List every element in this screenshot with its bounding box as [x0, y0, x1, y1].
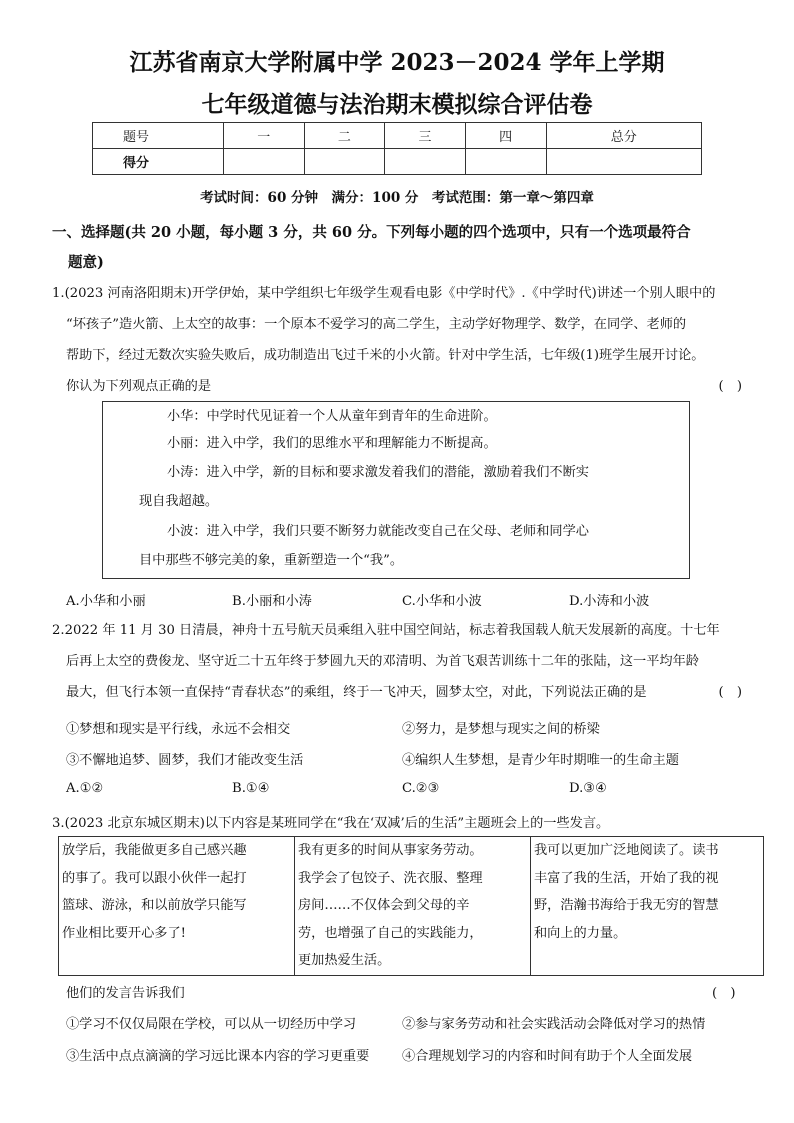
q3-c2-line5: 更加热爱生活。 [298, 953, 391, 968]
q2-option-b[interactable]: B.①④ [232, 781, 270, 796]
q3-speech-cell-1 [59, 837, 295, 976]
q1-line3: 帮助下，经过无数次实验失败后，成功制造出飞过千米的小火箭。针对中学生活，七年级(1)班学生展开讨论。 [66, 348, 705, 363]
q3-c1-line1: 放学后，我能做更多自己感兴趣 [62, 843, 247, 858]
q2-answer-paren[interactable]: ( ) [718, 685, 742, 700]
q3-c2-line1: 我有更多的时间从事家务劳动。 [298, 843, 483, 858]
q3-c3-line2: 丰富了我的生活，开始了我的视 [534, 870, 719, 886]
score-cell-4[interactable] [465, 149, 546, 175]
q2-option-a[interactable]: A.①② [66, 781, 104, 796]
q1-option-c[interactable]: C.小华和小波 [402, 594, 482, 609]
exam-title-line2: 七年级道德与法治期末模拟综合评估卷 [201, 91, 593, 118]
q1-stem-end: 你认为下列观点正确的是 [66, 379, 212, 394]
score-table-col-2: 二 [304, 123, 385, 149]
q2-line2: 后再上太空的费俊龙、坚守近二十五年终于梦圆九天的邓清明、为首飞艰苦训练十二年的张陆，这一平均年龄 [66, 654, 699, 669]
q1-line4 [52, 371, 742, 402]
q1-box-line2: 小丽：进入中学，我们的思维水平和理解能力不断提高。 [167, 436, 497, 451]
q1-box-line5: 小波：进入中学，我们只要不断努力就能改变自己在父母、老师和同学心 [167, 524, 589, 539]
q2-option-d[interactable]: D.③④ [569, 781, 607, 796]
score-table-label-question: 题号 [93, 123, 224, 149]
question-1 [52, 278, 742, 402]
score-table-col-1: 一 [224, 123, 305, 149]
q3-prompt: 他们的发言告诉我们 [66, 986, 185, 1001]
score-cell-3[interactable] [385, 149, 466, 175]
q3-speech-row [59, 837, 764, 976]
q1-option-a[interactable]: A.小华和小丽 [66, 594, 146, 609]
q3-c1-line2: 的事了。我可以跟小伙伴一起打 [62, 870, 247, 886]
section-1-heading [52, 218, 752, 278]
q2-statement-1: ①梦想和现实是平行线，永远不会相交 [66, 722, 291, 737]
q3-c2-line4: 劳，也增强了自己的实践能力， [298, 925, 483, 941]
q3-c1-line3: 篮球、游泳，和以前放学只能写 [62, 898, 247, 913]
q1-box-line3: 小涛：进入中学，新的目标和要求激发着我们的潜能，激励着我们不断实 [167, 465, 589, 480]
q3-statement-3: ③生活中点点滴滴的学习远比课本内容的学习更重要 [66, 1049, 370, 1064]
q1-box-line4: 现自我超越。 [139, 494, 219, 509]
q2-line1: 2.2022 年 11 月 30 日清晨，神舟十五号航天员乘组入驻中国空间站，标志着我国载人航天发展新的高度。十七年 [52, 623, 720, 638]
score-cell-1[interactable] [224, 149, 305, 175]
q3-stem: 3.(2023 北京东城区期末)以下内容是某班同学在“我在‘双减’后的生活”主题班会上的一些发言。 [52, 816, 610, 831]
q2-option-c[interactable]: C.②③ [402, 781, 440, 796]
section-1-line2: 题意) [68, 254, 104, 271]
q3-c2-line2: 我学会了包饺子、洗衣服、整理 [298, 870, 483, 886]
q3-speech-table [58, 836, 764, 976]
q3-c2-line3: 房间……不仅体会到父母的辛 [298, 898, 470, 913]
q1-line1: 1.(2023 河南洛阳期末)开学伊始，某中学组织七年级学生观看电影《中学时代》.《中学时代)讲述一个别人眼中的 [52, 286, 716, 301]
q1-quote-box [102, 401, 690, 579]
score-table-col-3: 三 [385, 123, 466, 149]
q1-box-line6: 目中那些不够完美的象，重新塑造一个“我”。 [139, 553, 404, 568]
q1-option-b[interactable]: B.小丽和小涛 [232, 594, 312, 609]
q3-statement-2: ②参与家务劳动和社会实践活动会降低对学习的热情 [402, 1017, 706, 1032]
q2-statement-3: ③不懈地追梦、圆梦，我们才能改变生活 [66, 753, 304, 768]
score-table-label-score: 得分 [93, 149, 224, 175]
q1-answer-paren[interactable]: ( ) [718, 379, 742, 394]
section-1-line1: 一、选择题(共 20 小题，每小题 3 分，共 60 分。下列每小题的四个选项中，只有一个选项最符合 [52, 224, 691, 241]
score-table-col-4: 四 [465, 123, 546, 149]
q3-c3-line1: 我可以更加广泛地阅读了。读书 [534, 843, 719, 858]
q1-line2: “坏孩子”造火箭、上太空的故事：一个原本不爱学习的高二学生，主动学好物理学、数学，在同学、老师的 [66, 317, 687, 332]
score-table-col-total: 总分 [546, 123, 702, 149]
q3-c1-line4: 作业相比要开心多了! [62, 925, 186, 941]
exam-info: 考试时间：60 分钟 满分：100 分 考试范围：第一章～第四章 [200, 190, 594, 206]
score-cell-2[interactable] [304, 149, 385, 175]
q3-statement-1: ①学习不仅仅局限在学校，可以从一切经历中学习 [66, 1017, 357, 1032]
q2-stem-end: 最大，但飞行本领一直保持“青春状态”的乘组，终于一飞冲天，圆梦太空，对此，下列说法正确的是 [66, 685, 647, 700]
question-2 [52, 615, 742, 708]
q3-speech-cell-2 [295, 837, 531, 976]
q2-statement-4: ④编织人生梦想，是青少年时期唯一的生命主题 [402, 753, 679, 768]
q3-c3-line4: 和向上的力量。 [534, 925, 627, 941]
q3-c3-line3: 野，浩瀚书海给于我无穷的智慧 [534, 898, 719, 913]
q1-box-line1: 小华：中学时代见证着一个人从童年到青年的生命进阶。 [167, 409, 497, 424]
score-table-score-row [93, 149, 702, 175]
q2-line3 [52, 677, 742, 708]
exam-title-line1: 江苏省南京大学附属中学 2023－2024 学年上学期 [129, 49, 665, 76]
score-table-header-row [93, 123, 702, 149]
q1-option-d[interactable]: D.小涛和小波 [569, 594, 650, 609]
q2-statement-2: ②努力，是梦想与现实之间的桥梁 [402, 722, 600, 737]
q3-answer-paren[interactable]: ( ) [712, 986, 736, 1001]
q3-statement-4: ④合理规划学习的内容和时间有助于个人全面发展 [402, 1049, 693, 1064]
score-cell-total[interactable] [546, 149, 702, 175]
score-table [92, 122, 702, 175]
q3-speech-cell-3 [531, 837, 764, 976]
